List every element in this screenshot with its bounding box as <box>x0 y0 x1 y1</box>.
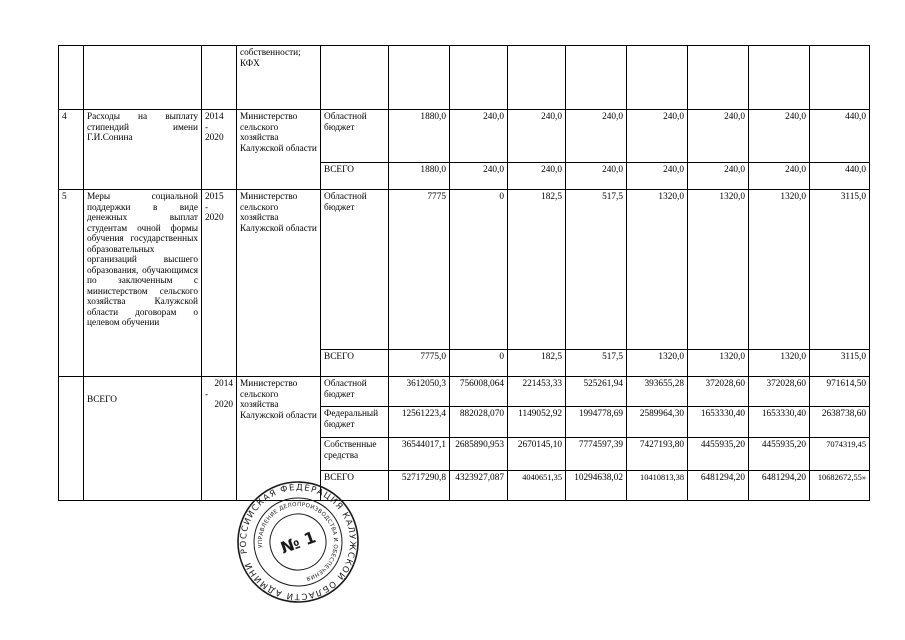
value-cell: 240,0 <box>450 110 508 163</box>
value-cell: 756008,064 <box>450 377 508 407</box>
value-cell: 372028,60 <box>688 377 749 407</box>
value-cell: 393655,28 <box>627 377 688 407</box>
executor-cell: Министерство сельского хозяйства Калужской области <box>237 110 321 190</box>
value-cell: 10682672,55» <box>810 471 870 501</box>
value-cell: 517,5 <box>566 190 627 350</box>
source-cell: ВСЕГО <box>321 163 389 190</box>
value-cell: 240,0 <box>749 110 810 163</box>
value-cell: 240,0 <box>749 163 810 190</box>
value-cell: 221453,33 <box>508 377 566 407</box>
value-cell: 10294638,02 <box>566 471 627 501</box>
value-cell: 1653330,40 <box>749 407 810 438</box>
source-cell: Областной бюджет <box>321 110 389 163</box>
value-cell: 1320,0 <box>688 350 749 377</box>
period-end: 2020 <box>205 213 224 223</box>
period-start: 2014 <box>214 379 233 389</box>
value-cell: 1320,0 <box>627 350 688 377</box>
value-cell: 971614,50 <box>810 377 870 407</box>
seal-inner-text: УПРАВЛЕНИЕ ДЕЛОПРОИЗВОДСТВА И ОБЕСПЕЧЕНИЯ <box>257 501 339 582</box>
period-cell <box>202 46 237 110</box>
value-cell: 240,0 <box>508 163 566 190</box>
table-row <box>59 377 870 407</box>
period-end: 2020 <box>214 400 233 410</box>
table-row <box>59 190 870 350</box>
table-row <box>59 110 870 163</box>
total-label: ВСЕГО <box>87 395 117 405</box>
value-cell: 525261,94 <box>566 377 627 407</box>
value-cell: 0 <box>450 190 508 350</box>
value-cell: 7774597,39 <box>566 438 627 471</box>
seal-outer-text: РОССИЙСКАЯ ФЕДЕРАЦИЯ КАЛУЖСКОЙ ОБЛАСТИ АДМИНИСТРАЦИЯ <box>238 482 358 602</box>
value-cell: 182,5 <box>508 350 566 377</box>
value-cell: 36544017,1 <box>389 438 450 471</box>
value-cell: 240,0 <box>627 110 688 163</box>
value-cell: 7775,0 <box>389 350 450 377</box>
source-cell: Областной бюджет <box>321 190 389 350</box>
value-cell: 12561223,4 <box>389 407 450 438</box>
executor-cell: собственности; КФХ <box>237 46 321 110</box>
period-dash: - <box>205 389 209 400</box>
value-cell: 240,0 <box>450 163 508 190</box>
value-cell: 1149052,92 <box>508 407 566 438</box>
value-cell: 1653330,40 <box>688 407 749 438</box>
value-cell: 10410813,38 <box>627 471 688 501</box>
value-cell: 7775 <box>389 190 450 350</box>
value-cell: 3612050,3 <box>389 377 450 407</box>
value-cell: 2685890,953 <box>450 438 508 471</box>
source-cell: Собственные средства <box>321 438 389 471</box>
value-cell: 240,0 <box>566 110 627 163</box>
value-cell: 2670145,10 <box>508 438 566 471</box>
value-cell: 882028,070 <box>450 407 508 438</box>
row-number-cell <box>59 377 84 501</box>
value-cell: 240,0 <box>688 163 749 190</box>
value-cell: 240,0 <box>688 110 749 163</box>
source-cell: ВСЕГО <box>321 350 389 377</box>
value-cell: 7427193,80 <box>627 438 688 471</box>
value-cell: 6481294,20 <box>749 471 810 501</box>
value-cell: 440,0 <box>810 163 870 190</box>
source-cell <box>321 46 389 110</box>
value-cell: 517,5 <box>566 350 627 377</box>
period-end: 2020 <box>205 133 224 143</box>
source-cell: Федеральный бюджет <box>321 407 389 438</box>
seal-number: № 1 <box>278 527 319 558</box>
value-cell: 182,5 <box>508 190 566 350</box>
value-cell: 3115,0 <box>810 350 870 377</box>
measure-name-cell: Расходы на выплату стипендий имени Г.И.Сонина <box>84 110 202 190</box>
row-number-cell: 5 <box>59 190 84 377</box>
source-cell: ВСЕГО <box>321 471 389 501</box>
value-cell: 1320,0 <box>627 190 688 350</box>
value-cell: 1880,0 <box>389 110 450 163</box>
value-cell: 7074319,45 <box>810 438 870 471</box>
value-cell: 1320,0 <box>749 190 810 350</box>
value-cell: 52717290,8 <box>389 471 450 501</box>
measure-name-cell <box>84 377 202 501</box>
source-cell: Областной бюджет <box>321 377 389 407</box>
row-number-cell <box>59 46 84 110</box>
value-cell: 4040651,35 <box>508 471 566 501</box>
value-cell: 2589964,30 <box>627 407 688 438</box>
table-row <box>59 46 870 110</box>
period-dash: - <box>205 122 209 133</box>
value-cell: 4323927,087 <box>450 471 508 501</box>
value-cell: 4455935,20 <box>688 438 749 471</box>
official-seal <box>228 480 368 604</box>
executor-cell: Министерство сельского хозяйства Калужской области <box>237 190 321 377</box>
value-cell: 1880,0 <box>389 163 450 190</box>
value-cell: 240,0 <box>566 163 627 190</box>
value-cell: 372028,60 <box>749 377 810 407</box>
period-cell <box>202 110 237 190</box>
measure-name-cell: Меры социальной поддержки в виде денежных выплат студентам очной формы обучения государственных образовательных организаций высшего образования, обучающимся по заключенным с министерством сельского хозяйства Калужской области договорам о целевом обучении <box>84 190 202 377</box>
value-cell: 1320,0 <box>749 350 810 377</box>
period-start: 2015 <box>205 192 224 202</box>
value-cell: 3115,0 <box>810 190 870 350</box>
period-cell <box>202 190 237 377</box>
measure-name-cell <box>84 46 202 110</box>
executor-cell: Министерство сельского хозяйства Калужской области <box>237 377 321 501</box>
value-cell: 4455935,20 <box>749 438 810 471</box>
value-cell: 240,0 <box>627 163 688 190</box>
period-start: 2014 <box>205 112 224 122</box>
value-cell: 440,0 <box>810 110 870 163</box>
value-cell: 240,0 <box>508 110 566 163</box>
value-cell: 1320,0 <box>688 190 749 350</box>
period-dash: - <box>205 202 209 213</box>
value-cell: 2638738,60 <box>810 407 870 438</box>
value-cell: 6481294,20 <box>688 471 749 501</box>
value-cell: 1994778,69 <box>566 407 627 438</box>
value-cell: 0 <box>450 350 508 377</box>
budget-table <box>58 45 870 501</box>
row-number-cell: 4 <box>59 110 84 190</box>
